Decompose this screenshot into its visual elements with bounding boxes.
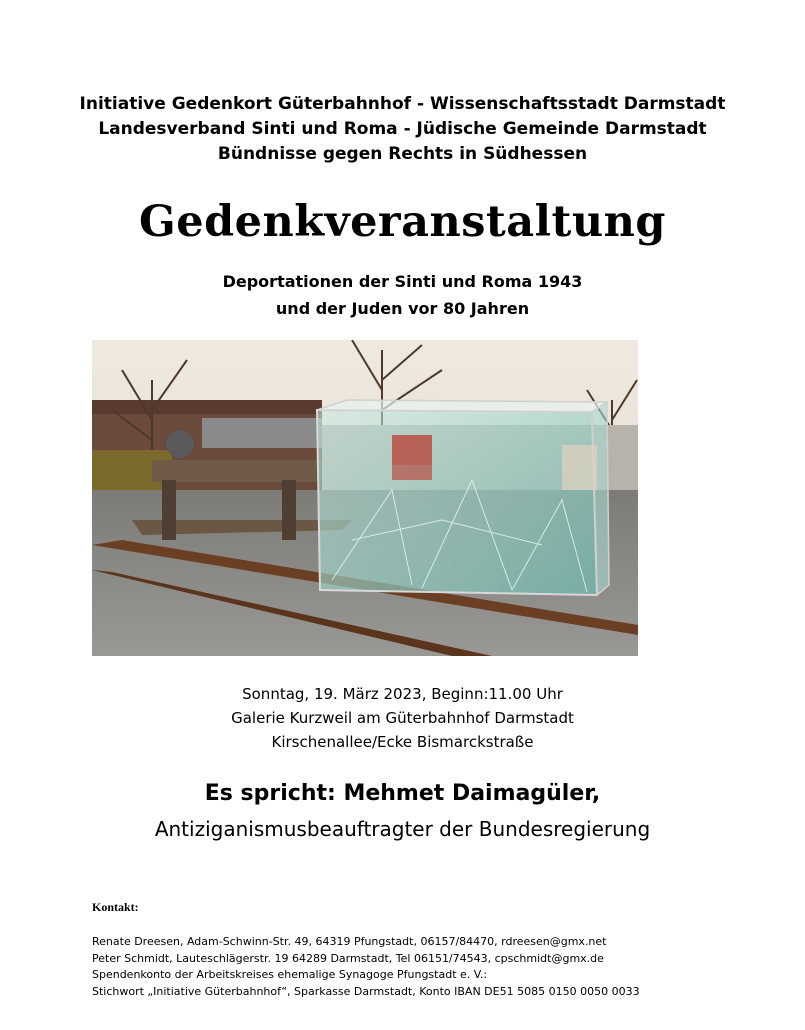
page-title: Gedenkveranstaltung <box>139 197 666 247</box>
contact-line-4: Stichwort „Initiative Güterbahnhof“, Sparkasse Darmstadt, Konto IBAN DE51 5085 0150 0050 0033 <box>92 984 640 998</box>
organizers-block <box>0 92 805 167</box>
subtitle-line-1: Deportationen der Sinti und Roma 1943 <box>222 272 583 291</box>
organizer-line-2: Landesverband Sinti und Roma - Jüdische Gemeinde Darmstadt <box>98 119 707 139</box>
event-address: Kirschenallee/Ecke Bismarckstraße <box>271 733 534 751</box>
event-date-time: Sonntag, 19. März 2023, Beginn:11.00 Uhr <box>242 685 563 703</box>
contact-line-2: Peter Schmidt, Lauteschlägerstr. 19 64289 Darmstadt, Tel 06151/74543, cpschmidt@gmx.de <box>92 951 604 965</box>
contact-line-1: Renate Dreesen, Adam-Schwinn-Str. 49, 64319 Pfungstadt, 06157/84470, rdreesen@gmx.net <box>92 935 607 948</box>
organizer-line-1: Initiative Gedenkort Güterbahnhof - Wissenschaftsstadt Darmstadt <box>79 94 726 114</box>
speaker-role: Antiziganismusbeauftragter der Bundesregierung <box>154 817 651 841</box>
memorial-photo <box>92 340 638 656</box>
speaker-line: Es spricht: Mehmet Daimagüler, <box>204 781 601 806</box>
organizer-line-3: Bündnisse gegen Rechts in Südhessen <box>217 144 588 164</box>
event-venue: Galerie Kurzweil am Güterbahnhof Darmstadt <box>231 709 574 727</box>
event-details <box>0 682 805 754</box>
contact-line-3: Spendenkonto der Arbeitskreises ehemalige Synagoge Pfungstadt e. V.: <box>92 968 488 981</box>
contact-block <box>92 934 640 1000</box>
contact-heading: Kontakt: <box>92 900 139 914</box>
subtitle-block <box>0 268 805 322</box>
subtitle-line-2: und der Juden vor 80 Jahren <box>275 299 530 318</box>
